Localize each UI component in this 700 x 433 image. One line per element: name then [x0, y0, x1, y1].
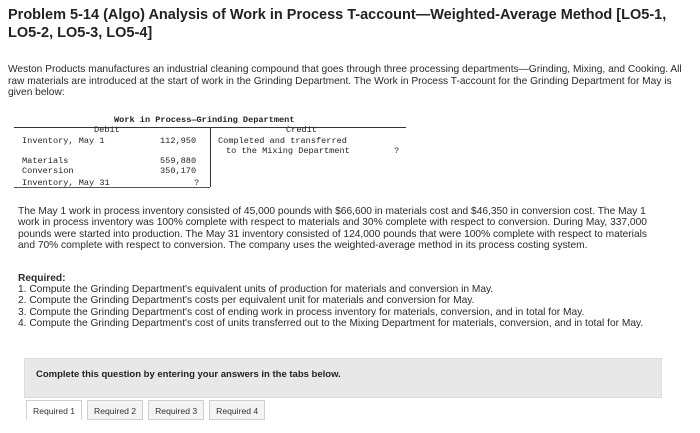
problem-title: Problem 5-14 (Algo) Analysis of Work in Process T-account—Weighted-Average Method [LO5-1, LO5-2, LO5-3, LO5-4]: [8, 7, 667, 41]
required-item: 1. Compute the Grinding Department's equivalent units of production for materials and conversion in May.: [18, 284, 494, 296]
debit-header: Debit: [94, 125, 120, 135]
instruction-panel: [24, 358, 662, 398]
debit-row-value: 350,170: [160, 166, 197, 176]
tab-bar: [26, 400, 270, 422]
debit-row-value: 112,950: [160, 136, 197, 146]
required-item: 2. Compute the Grinding Department's costs per equivalent unit for materials and conversion for May.: [18, 295, 475, 307]
credit-value: ?: [394, 146, 400, 156]
t-account: [14, 115, 406, 193]
debit-row-label: Conversion: [22, 166, 74, 176]
instruction-text: Complete this question by entering your answers in the tabs below.: [36, 369, 341, 380]
credit-header: Credit: [286, 125, 317, 135]
t-account-center-rule: [210, 127, 211, 187]
debit-row-value: 559,880: [160, 156, 197, 166]
tab-required-4[interactable]: Required 4: [209, 400, 265, 420]
tab-required-1[interactable]: Required 1: [26, 400, 82, 420]
body-paragraph: The May 1 work in process inventory consisted of 45,000 pounds with $66,600 in materials cost and $46,350 in conversion cost. The May 1 work in process inventory was 100% complete with respect to materials and 30% complete with respect to conversion. During May, 337,000 pounds were started into production. The May 31 inventory consisted of 124,000 pounds that were 100% complete with respect to materials and 70% complete with respect to conversion. The company uses the weighted-average method in its process costing system.: [18, 206, 647, 252]
required-item: 3. Compute the Grinding Department's cost of ending work in process inventory for materials, conversion, and in total for May.: [18, 306, 585, 318]
debit-row-label: Inventory, May 31: [22, 178, 110, 188]
debit-row-value: ?: [194, 178, 200, 188]
credit-line-2: to the Mixing Department: [226, 146, 350, 156]
credit-line-1: Completed and transferred: [218, 136, 347, 146]
required-section: [18, 273, 658, 329]
t-account-title: Work in Process—Grinding Department: [114, 115, 295, 125]
tab-required-3[interactable]: Required 3: [148, 400, 204, 420]
required-heading: Required:: [18, 273, 66, 284]
intro-paragraph: Weston Products manufactures an industrial cleaning compound that goes through three processing departments—Grinding, Mixing, and Cooking. All raw materials are introduced at the start of work in the Grinding Department. The Work in Process T-account for the Grinding Department for May is given below:: [8, 64, 682, 98]
tab-required-2[interactable]: Required 2: [87, 400, 143, 420]
debit-row-label: Inventory, May 1: [22, 136, 105, 146]
debit-row-label: Materials: [22, 156, 69, 166]
required-item: 4. Compute the Grinding Department's cost of units transferred out to the Mixing Department for materials, conversion, and in total for May.: [18, 317, 644, 329]
